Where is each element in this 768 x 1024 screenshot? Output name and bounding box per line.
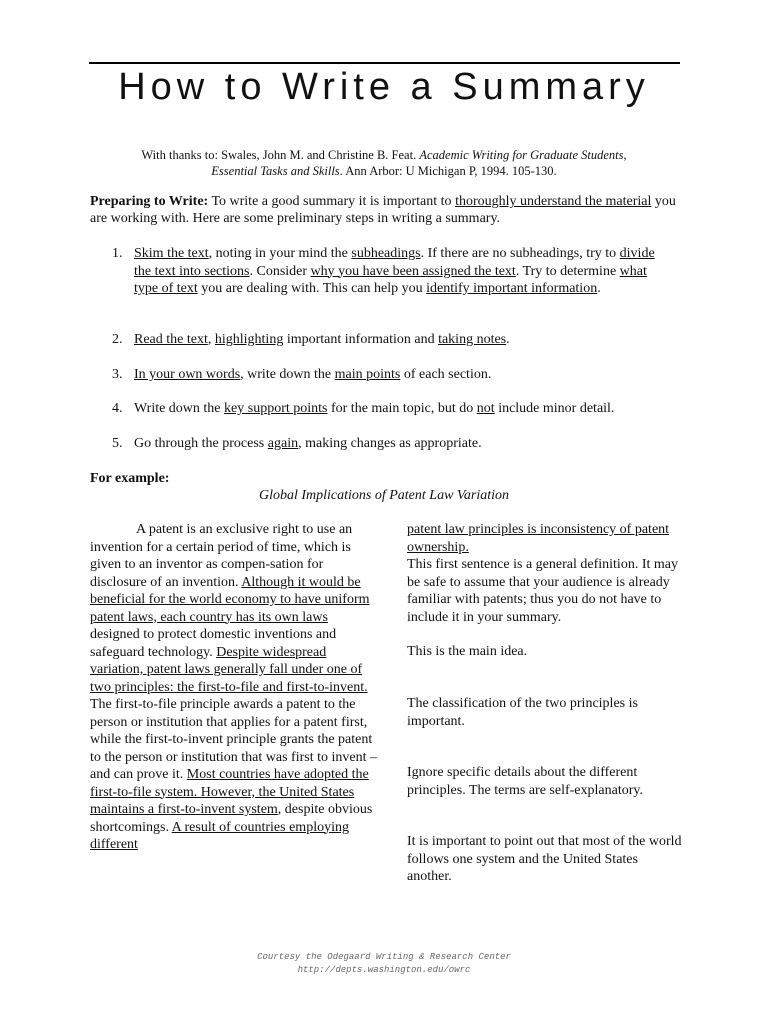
annotation-note-4: Ignore specific details about the different principles. The terms are self-explanatory. bbox=[407, 765, 643, 798]
text-run: , making changes as appropriate. bbox=[298, 436, 482, 451]
example-left-text bbox=[90, 522, 377, 852]
underlined-phrase: what type of text bbox=[134, 263, 647, 296]
credit-line bbox=[90, 147, 678, 179]
step-number: 3. bbox=[112, 367, 123, 382]
step-5 bbox=[112, 435, 672, 453]
text-run: . bbox=[506, 332, 510, 347]
annotation-note-2: This is the main idea. bbox=[407, 644, 528, 659]
page-title: How to Write a Summary bbox=[118, 66, 650, 108]
text-run: you are dealing with. This can help you bbox=[197, 281, 427, 296]
footer-credit: Courtesy the Odegaard Writing & Research Center bbox=[257, 952, 511, 962]
underlined-phrase: identify important information bbox=[426, 281, 598, 296]
step-4 bbox=[112, 400, 672, 418]
example-right-continuation: patent law principles is inconsistency of patent ownership. bbox=[407, 522, 670, 555]
preparing-label: Preparing to Write: bbox=[90, 194, 209, 209]
credit-book-title-2: Essential Tasks and Skills bbox=[211, 164, 340, 178]
text-run: , noting in your mind the bbox=[208, 246, 352, 261]
preparing-paragraph bbox=[90, 193, 680, 227]
footer-url: http://depts.washington.edu/owrc bbox=[297, 965, 471, 975]
underlined-phrase: Most countries have adopted the first-to-file system. However, the United States maintains a first-to-invent system bbox=[90, 767, 369, 817]
example-label: For example: bbox=[90, 471, 170, 486]
text-run: . Consider bbox=[249, 263, 311, 279]
text-run: The first-to-file principle awards a patent to the person or institution that applies for a patent first, while the first-to-invent principle grants the patent to the person or institution that was first to invent – and can prove it. bbox=[90, 697, 377, 782]
preparing-text-2: you are working with. Here are some preliminary steps in writing a summary. bbox=[90, 194, 676, 226]
step-2 bbox=[112, 331, 672, 349]
example-left-column bbox=[90, 521, 380, 854]
underlined-phrase: again bbox=[267, 436, 299, 451]
text-run: Write down the bbox=[134, 401, 225, 416]
underlined-phrase: Skim the text bbox=[134, 246, 209, 261]
underlined-phrase: subheadings bbox=[351, 246, 421, 261]
annotation-note-5: It is important to point out that most of the world follows one system and the United States another. bbox=[407, 834, 682, 884]
text-run: . Try to determine bbox=[515, 263, 620, 279]
step-body bbox=[134, 331, 672, 349]
text-run: , write down the bbox=[240, 367, 335, 382]
title-rule bbox=[89, 62, 680, 64]
step-number: 4. bbox=[112, 401, 123, 416]
underlined-phrase: A result of countries employing different bbox=[90, 819, 349, 852]
step-body bbox=[134, 435, 672, 453]
preparing-text-1: To write a good summary it is important to bbox=[208, 194, 456, 209]
underlined-phrase: Despite widespread variation, patent laws generally fall under one of two principles: the first-to-file and first-to-invent. bbox=[90, 644, 368, 695]
text-run: , bbox=[207, 332, 215, 347]
underlined-phrase: not bbox=[476, 401, 495, 416]
annotation-note-1: This first sentence is a general definition. It may be safe to assume that your audience is already familiar with patents; thus you do not have to include it in your summary. bbox=[407, 557, 678, 625]
text-run: designed to protect domestic inventions and safeguard technology. bbox=[90, 627, 337, 660]
text-run: A patent is an exclusive right to use an invention for a certain period of time, which is given to an inventor as compen-sation for disclosure of an invention. bbox=[90, 522, 353, 590]
step-1 bbox=[112, 245, 672, 298]
text-run: of each section. bbox=[400, 367, 492, 382]
underlined-phrase: taking notes bbox=[438, 332, 507, 347]
text-run: , despite obvious shortcomings. bbox=[90, 802, 373, 835]
annotation-note-3: The classification of the two principles is important. bbox=[407, 696, 638, 729]
underlined-phrase: Read the text bbox=[134, 332, 208, 347]
underlined-phrase: In your own words bbox=[134, 367, 241, 382]
underlined-phrase: highlighting bbox=[214, 332, 284, 347]
underlined-phrase: Although it would be beneficial for the world economy to have uniform patent laws, each country has its own laws bbox=[90, 574, 370, 625]
text-run: . bbox=[597, 281, 601, 296]
credit-plain-2: . Ann Arbor: U Michigan P, 1994. 105-130. bbox=[339, 164, 557, 178]
preparing-underline: thoroughly understand the material bbox=[455, 194, 652, 209]
step-number: 5. bbox=[112, 436, 123, 451]
credit-plain-1: With thanks to: Swales, John M. and Christine B. Feat. bbox=[141, 148, 420, 162]
step-3 bbox=[112, 366, 672, 384]
text-run: Go through the process bbox=[134, 436, 268, 451]
step-body bbox=[134, 366, 672, 384]
underlined-phrase: key support points bbox=[224, 401, 328, 416]
example-article-title: Global Implications of Patent Law Variation bbox=[258, 488, 510, 503]
step-body bbox=[134, 400, 672, 418]
step-body bbox=[134, 245, 672, 298]
text-run: . If there are no subheadings, try to bbox=[420, 246, 620, 261]
text-run: for the main topic, but do bbox=[327, 401, 477, 416]
underlined-phrase: divide the text into sections bbox=[134, 246, 655, 279]
text-run: include minor detail. bbox=[494, 401, 615, 416]
underlined-phrase: main points bbox=[334, 367, 401, 382]
credit-book-title-1: Academic Writing for Graduate Students, bbox=[419, 148, 627, 162]
step-number: 1. bbox=[112, 246, 123, 261]
underlined-phrase: why you have been assigned the text bbox=[310, 263, 516, 279]
step-number: 2. bbox=[112, 332, 123, 347]
text-run: important information and bbox=[283, 332, 439, 347]
